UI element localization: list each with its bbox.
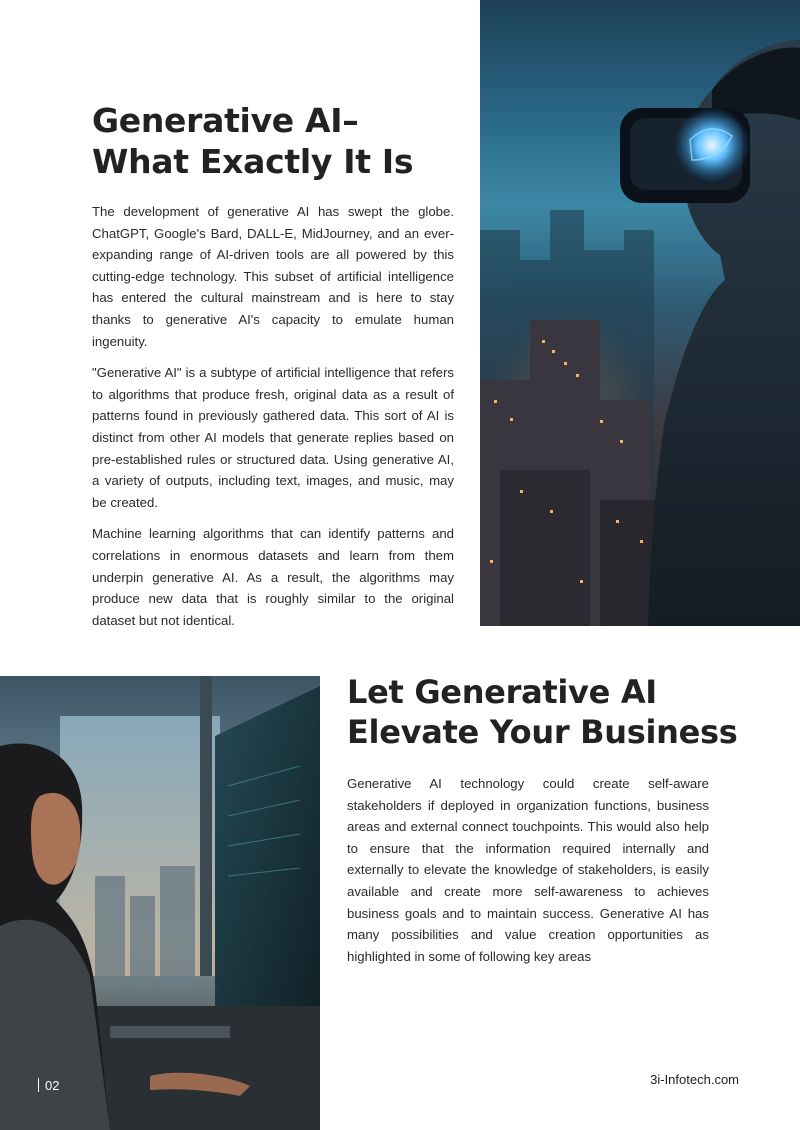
- woman-at-screens-photo: [0, 676, 320, 1130]
- title-line-1: Let Generative AI: [347, 673, 657, 711]
- title-line-2: Elevate Your Business: [347, 713, 738, 751]
- vr-photo-illustration: [480, 0, 800, 626]
- section-title-elevate-business: [347, 672, 747, 752]
- page-number-divider: [38, 1078, 39, 1092]
- paragraph: Machine learning algorithms that can identify patterns and correlations in enormous datasets and learn from them underpin generative AI. As a result, the algorithms may produce new data that is roughly similar to the original dataset but not identical.: [92, 526, 454, 628]
- page-number-value: 02: [45, 1078, 60, 1093]
- footer-website: 3i-Infotech.com: [650, 1072, 739, 1087]
- vr-headset-city-photo: [480, 0, 800, 626]
- paragraph: The development of generative AI has swept the globe. ChatGPT, Google's Bard, DALL-E, MidJourney, and an ever-expanding range of AI-driven tools are all powered by this cutting-edge technology. This subset of artificial intelligence has entered the cultural mainstream and is here to stay thanks to generative AI's capacity to emulate human ingenuity.: [92, 204, 454, 349]
- section-body-generative-ai: [92, 201, 454, 641]
- woman-photo-illustration: [0, 676, 320, 1130]
- title-line-1: Generative AI–: [92, 101, 359, 140]
- section-title-generative-ai: [92, 100, 462, 182]
- title-line-2: What Exactly It Is: [92, 142, 414, 181]
- section-body-elevate-business: [347, 773, 709, 977]
- paragraph: Generative AI technology could create self-aware stakeholders if deployed in organization functions, business areas and external connect touchpoints. This would also help to ensure that the information required internally and externally to elevate the knowledge of stakeholders, is easily available and create more self-awareness to achieves business goals and to maintain success. Generative AI has many possibilities and value creation opportunities as highlighted in some of following key areas: [347, 776, 709, 964]
- page-number: [38, 1078, 59, 1093]
- paragraph: "Generative AI" is a subtype of artificial intelligence that refers to algorithms that produce fresh, original data as a result of patterns found in previously gathered data. This sort of AI is distinct from other AI models that generate replies based on pre-established rules or structured data. Using generative AI, a variety of outputs, including text, images, and music, may be created.: [92, 365, 454, 510]
